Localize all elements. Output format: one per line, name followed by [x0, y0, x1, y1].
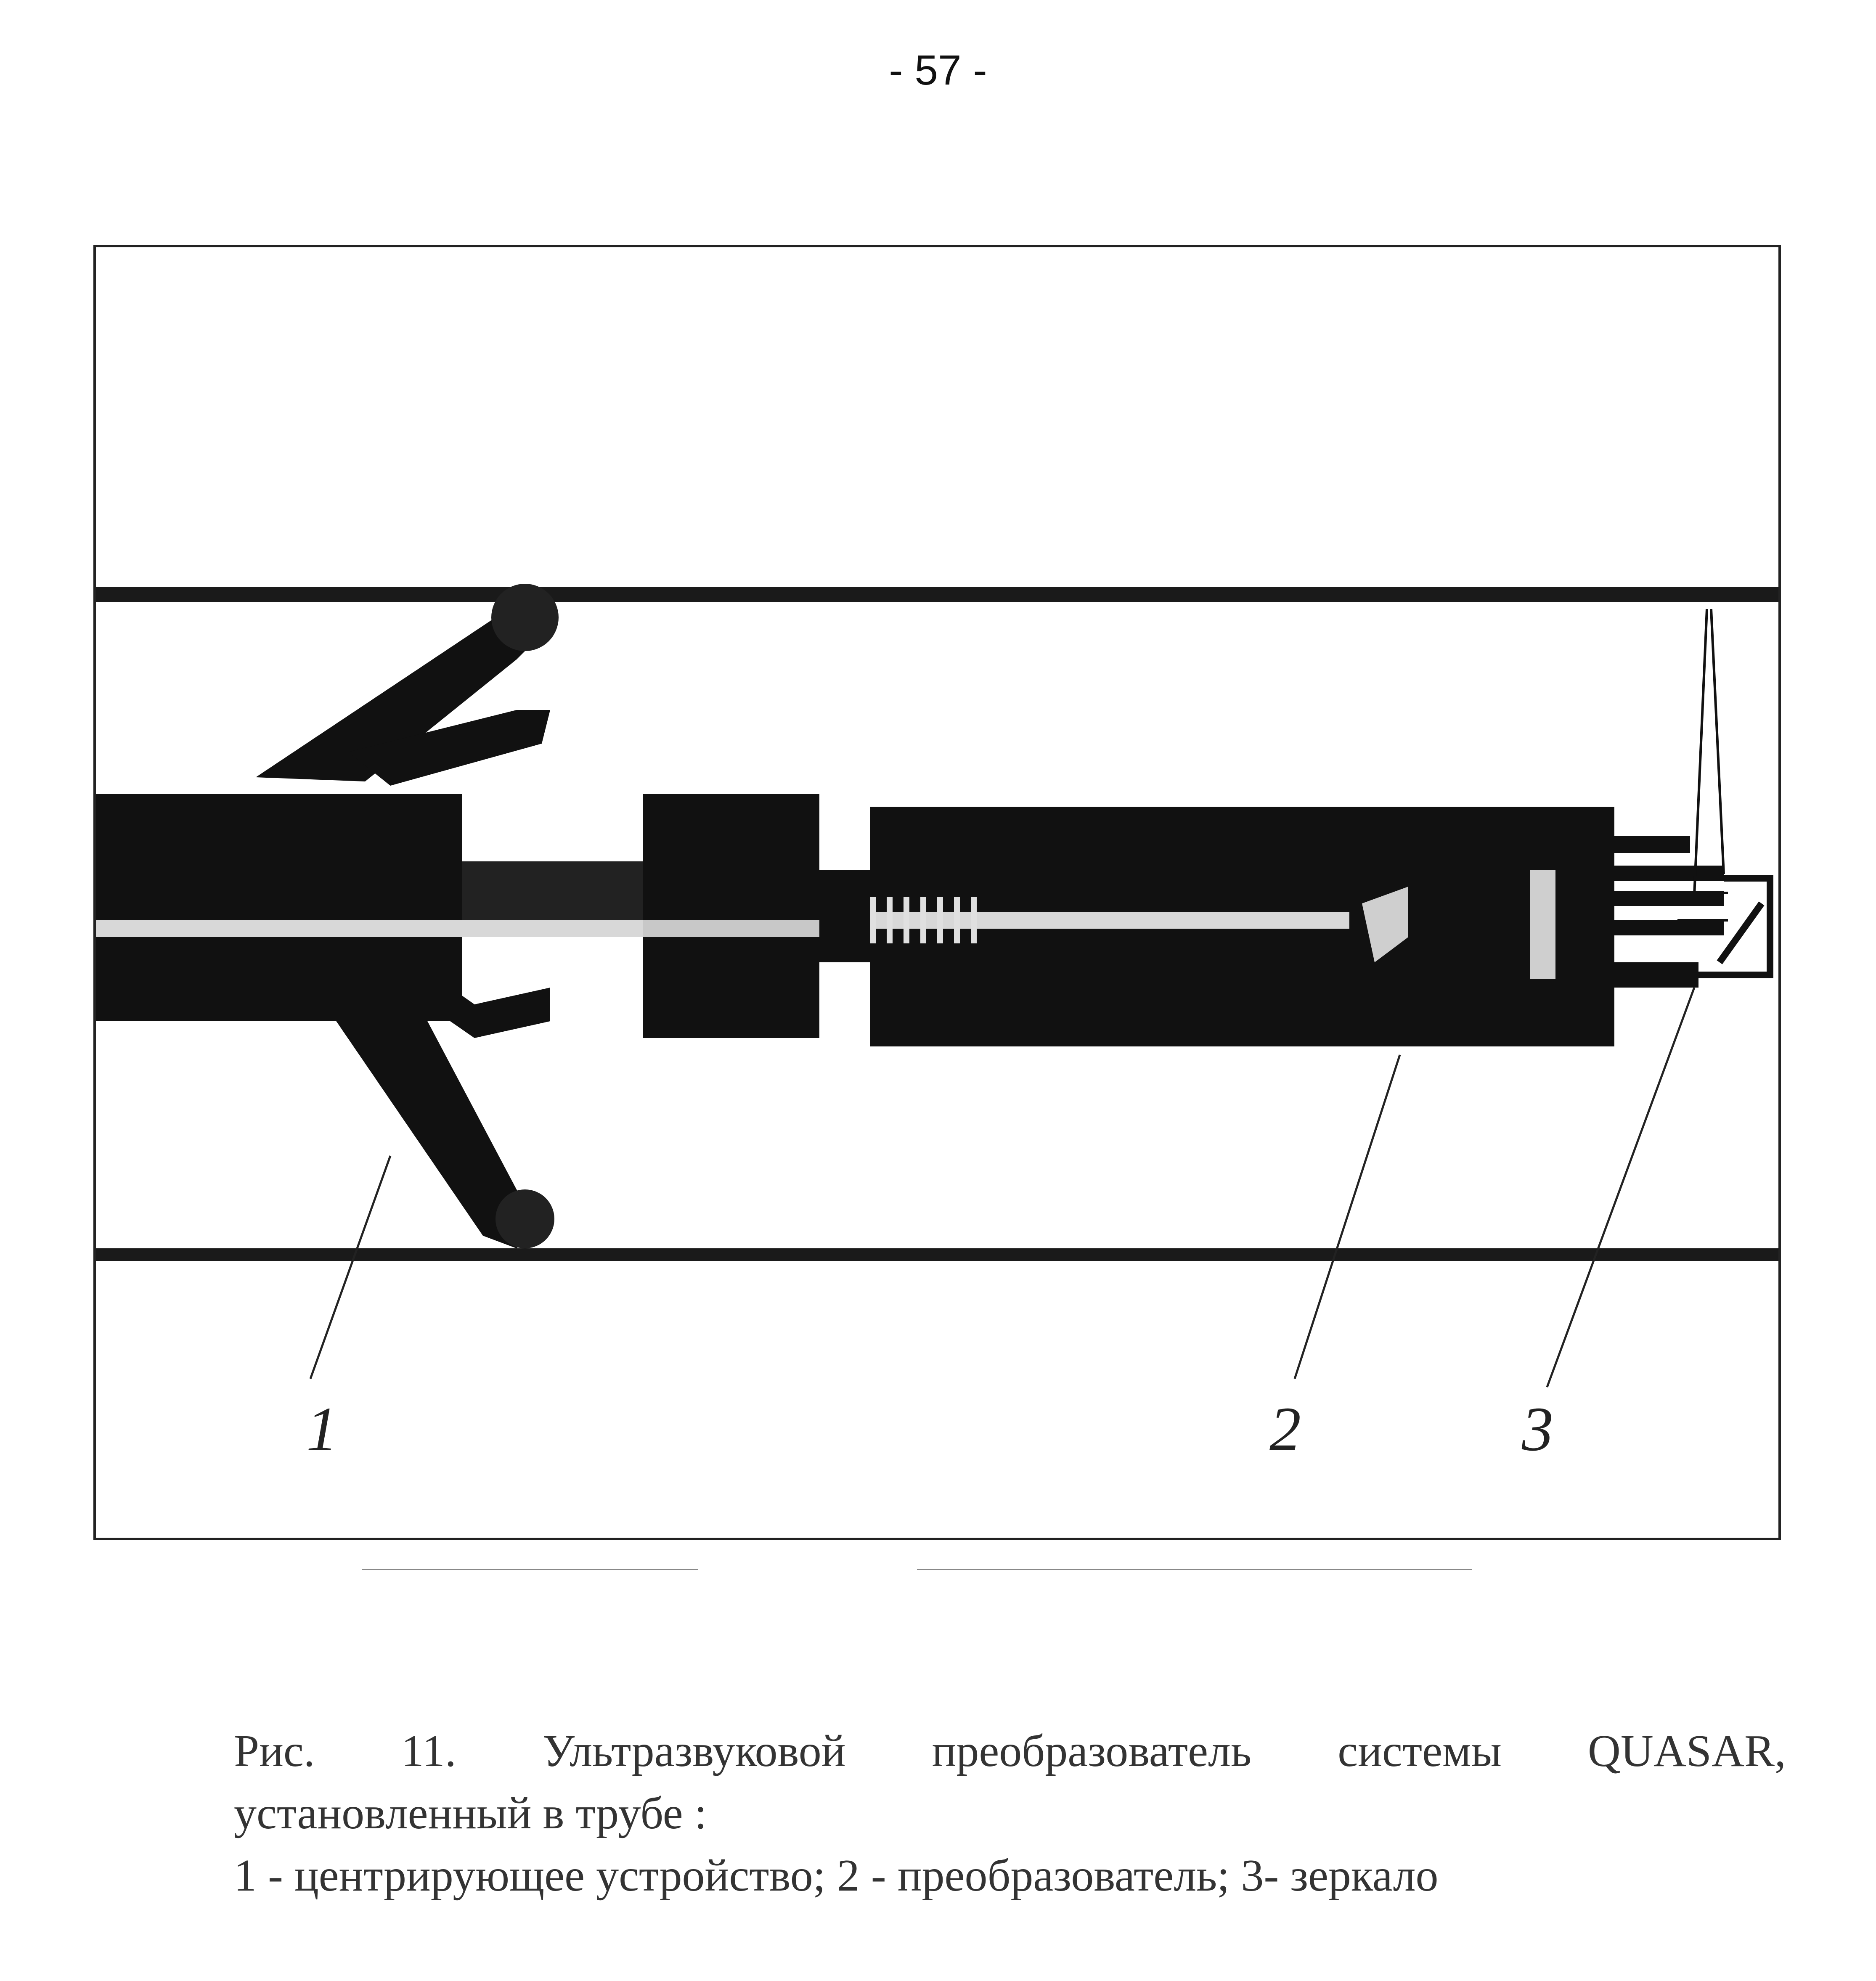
- callout-2: 2: [1269, 1394, 1301, 1464]
- caption-line-1: Рис. 11. Ультразвуковой преобразователь системы QUASAR,: [234, 1726, 1786, 1776]
- figure-caption: [234, 1720, 1786, 1907]
- rule-left: [362, 1569, 698, 1570]
- callout-1: 1: [306, 1394, 338, 1464]
- page-number: - 57 -: [889, 47, 987, 94]
- rule-right: [917, 1569, 1472, 1570]
- figure-frame: [93, 245, 1781, 1540]
- caption-line-2: установленный в трубе :: [234, 1788, 707, 1838]
- coupling-block: [643, 794, 819, 1038]
- callout-3: 3: [1522, 1394, 1553, 1464]
- transducer-body: [819, 807, 1724, 1046]
- pipe-wall-bottom: [96, 1248, 1778, 1261]
- callout-1-leader: [310, 1156, 390, 1379]
- callout-2-leader: [1295, 1055, 1400, 1379]
- callout-3-leader: [1547, 988, 1694, 1387]
- caption-line-3: 1 - центрирующее устройство; 2 - преобразователь; 3- зеркало: [234, 1851, 1439, 1901]
- pipe-wall-top: [96, 587, 1778, 602]
- device-illustration: [96, 247, 1778, 1538]
